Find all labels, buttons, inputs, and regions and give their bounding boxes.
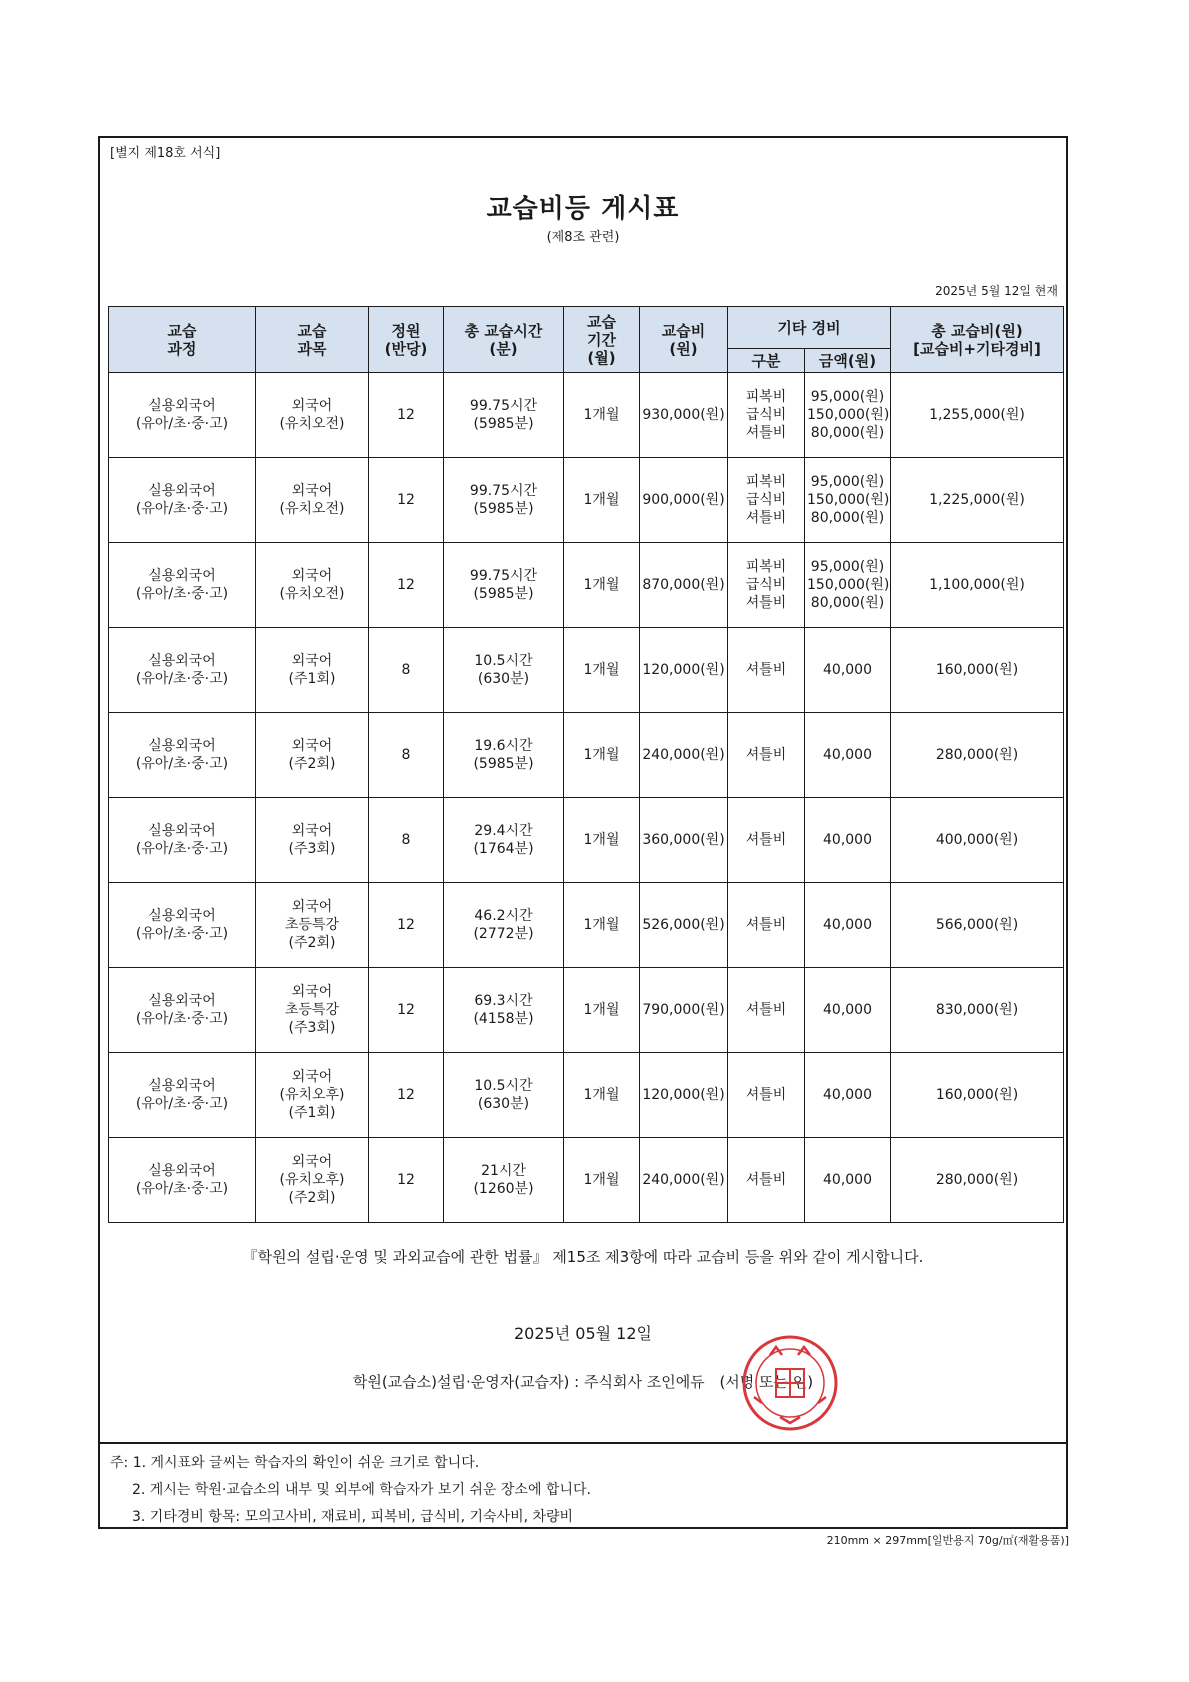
other-amount-cell: 40,000 — [805, 1053, 891, 1138]
course-cell: 실용외국어 (유아/초·중·고) — [109, 373, 256, 458]
other-amount-cell: 95,000(원) 150,000(원) 80,000(원) — [805, 458, 891, 543]
course-cell: 실용외국어 (유아/초·중·고) — [109, 1138, 256, 1223]
subject-cell: 외국어 (주3회) — [256, 798, 369, 883]
hours-cell: 99.75시간 (5985분) — [444, 373, 564, 458]
capacity-cell: 12 — [369, 1138, 444, 1223]
header-other-type: 구분 — [728, 349, 805, 373]
hours-cell: 29.4시간 (1764분) — [444, 798, 564, 883]
other-type-cell: 셔틀비 — [728, 883, 805, 968]
course-cell: 실용외국어 (유아/초·중·고) — [109, 713, 256, 798]
other-amount-cell: 95,000(원) 150,000(원) 80,000(원) — [805, 543, 891, 628]
tuition-cell: 120,000(원) — [640, 1053, 728, 1138]
total-fee-cell: 280,000(원) — [891, 713, 1064, 798]
header-tuition: 교습비 (원) — [640, 307, 728, 373]
note-3: 3. 기타경비 항목: 모의고사비, 재료비, 피복비, 급식비, 기숙사비, 차량비 — [132, 1509, 574, 1525]
subject-cell: 외국어 (유치오후) (주1회) — [256, 1053, 369, 1138]
course-cell: 실용외국어 (유아/초·중·고) — [109, 458, 256, 543]
course-cell: 실용외국어 (유아/초·중·고) — [109, 883, 256, 968]
total-fee-cell: 1,100,000(원) — [891, 543, 1064, 628]
capacity-cell: 12 — [369, 458, 444, 543]
table-row — [109, 628, 1064, 713]
as-of-date: 2025년 5월 12일 현재 — [935, 284, 1058, 298]
hours-cell: 99.75시간 (5985분) — [444, 458, 564, 543]
other-amount-cell: 40,000 — [805, 1138, 891, 1223]
capacity-cell: 8 — [369, 628, 444, 713]
table-row — [109, 713, 1064, 798]
period-cell: 1개월 — [564, 628, 640, 713]
other-type-cell: 셔틀비 — [728, 628, 805, 713]
document-subtitle: (제8조 관련) — [546, 230, 620, 245]
capacity-cell: 8 — [369, 713, 444, 798]
capacity-cell: 12 — [369, 883, 444, 968]
period-cell: 1개월 — [564, 883, 640, 968]
header-other-expenses: 기타 경비 — [728, 307, 891, 349]
total-fee-cell: 830,000(원) — [891, 968, 1064, 1053]
course-cell: 실용외국어 (유아/초·중·고) — [109, 543, 256, 628]
subject-cell: 외국어 (유치오전) — [256, 543, 369, 628]
subject-cell: 외국어 (유치오전) — [256, 373, 369, 458]
period-cell: 1개월 — [564, 373, 640, 458]
hours-cell: 10.5시간 (630분) — [444, 628, 564, 713]
total-fee-cell: 160,000(원) — [891, 628, 1064, 713]
fee-table — [108, 306, 1064, 1223]
table-row — [109, 373, 1064, 458]
posting-date: 2025년 05월 12일 — [514, 1324, 652, 1343]
capacity-cell: 12 — [369, 373, 444, 458]
total-fee-cell: 566,000(원) — [891, 883, 1064, 968]
hours-cell: 46.2시간 (2772분) — [444, 883, 564, 968]
period-cell: 1개월 — [564, 543, 640, 628]
total-fee-cell: 160,000(원) — [891, 1053, 1064, 1138]
subject-cell: 외국어 초등특강 (주3회) — [256, 968, 369, 1053]
paper-spec: 210mm × 297mm[일반용지 70g/㎡(재활용품)] — [826, 1534, 1069, 1547]
course-cell: 실용외국어 (유아/초·중·고) — [109, 798, 256, 883]
hours-cell: 21시간 (1260분) — [444, 1138, 564, 1223]
tuition-cell: 930,000(원) — [640, 373, 728, 458]
period-cell: 1개월 — [564, 458, 640, 543]
header-other-amount: 금액(원) — [805, 349, 891, 373]
tuition-cell: 360,000(원) — [640, 798, 728, 883]
table-row — [109, 1138, 1064, 1223]
header-capacity: 정원 (반당) — [369, 307, 444, 373]
subject-cell: 외국어 (유치오전) — [256, 458, 369, 543]
notes-section — [100, 1442, 1066, 1531]
hours-cell: 99.75시간 (5985분) — [444, 543, 564, 628]
capacity-cell: 12 — [369, 543, 444, 628]
header-course: 교습 과정 — [109, 307, 256, 373]
other-amount-cell: 40,000 — [805, 713, 891, 798]
course-cell: 실용외국어 (유아/초·중·고) — [109, 1053, 256, 1138]
total-fee-cell: 1,255,000(원) — [891, 373, 1064, 458]
table-row — [109, 968, 1064, 1053]
other-amount-cell: 40,000 — [805, 883, 891, 968]
header-total-hours: 총 교습시간 (분) — [444, 307, 564, 373]
other-amount-cell: 40,000 — [805, 968, 891, 1053]
table-row — [109, 1053, 1064, 1138]
table-row — [109, 543, 1064, 628]
course-cell: 실용외국어 (유아/초·중·고) — [109, 968, 256, 1053]
total-fee-cell: 400,000(원) — [891, 798, 1064, 883]
other-type-cell: 셔틀비 — [728, 1053, 805, 1138]
hours-cell: 10.5시간 (630분) — [444, 1053, 564, 1138]
signature-label: (서명 또는 인) — [719, 1373, 814, 1391]
other-amount-cell: 40,000 — [805, 628, 891, 713]
period-cell: 1개월 — [564, 713, 640, 798]
legal-statement: 『학원의 설립·운영 및 과외교습에 관한 법률』 제15조 제3항에 따라 교습비 등을 위와 같이 게시합니다. — [242, 1248, 924, 1266]
subject-cell: 외국어 초등특강 (주2회) — [256, 883, 369, 968]
operator-line — [100, 1371, 1066, 1392]
table-row — [109, 458, 1064, 543]
company-seal-icon — [740, 1333, 840, 1433]
hours-cell: 69.3시간 (4158분) — [444, 968, 564, 1053]
other-amount-cell: 40,000 — [805, 798, 891, 883]
document-frame — [98, 136, 1068, 1529]
period-cell: 1개월 — [564, 798, 640, 883]
header-period: 교습 기간 (월) — [564, 307, 640, 373]
tuition-cell: 900,000(원) — [640, 458, 728, 543]
other-type-cell: 셔틀비 — [728, 798, 805, 883]
other-type-cell: 피복비 급식비 셔틀비 — [728, 543, 805, 628]
note-1: 주: 1. 게시표와 글씨는 학습자의 확인이 쉬운 크기로 합니다. — [110, 1455, 480, 1471]
subject-cell: 외국어 (유치오후) (주2회) — [256, 1138, 369, 1223]
document-title: 교습비등 게시표 — [486, 194, 680, 224]
form-number: [별지 제18호 서식] — [110, 146, 221, 161]
period-cell: 1개월 — [564, 1138, 640, 1223]
table-row — [109, 798, 1064, 883]
note-2: 2. 게시는 학원·교습소의 내부 및 외부에 학습자가 보기 쉬운 장소에 합니다. — [132, 1482, 591, 1498]
other-type-cell: 셔틀비 — [728, 713, 805, 798]
period-cell: 1개월 — [564, 1053, 640, 1138]
course-cell: 실용외국어 (유아/초·중·고) — [109, 628, 256, 713]
header-total-fee: 총 교습비(원) [교습비+기타경비] — [891, 307, 1064, 373]
table-row — [109, 883, 1064, 968]
header-subject: 교습 과목 — [256, 307, 369, 373]
other-type-cell: 피복비 급식비 셔틀비 — [728, 458, 805, 543]
other-type-cell: 피복비 급식비 셔틀비 — [728, 373, 805, 458]
capacity-cell: 8 — [369, 798, 444, 883]
tuition-cell: 526,000(원) — [640, 883, 728, 968]
subject-cell: 외국어 (주1회) — [256, 628, 369, 713]
tuition-cell: 120,000(원) — [640, 628, 728, 713]
hours-cell: 19.6시간 (5985분) — [444, 713, 564, 798]
capacity-cell: 12 — [369, 1053, 444, 1138]
total-fee-cell: 1,225,000(원) — [891, 458, 1064, 543]
capacity-cell: 12 — [369, 968, 444, 1053]
tuition-cell: 790,000(원) — [640, 968, 728, 1053]
other-type-cell: 셔틀비 — [728, 968, 805, 1053]
tuition-cell: 240,000(원) — [640, 713, 728, 798]
subject-cell: 외국어 (주2회) — [256, 713, 369, 798]
other-amount-cell: 95,000(원) 150,000(원) 80,000(원) — [805, 373, 891, 458]
tuition-cell: 870,000(원) — [640, 543, 728, 628]
operator-name: 학원(교습소)설립·운영자(교습자) : 주식회사 조인에듀 — [352, 1373, 705, 1391]
tuition-cell: 240,000(원) — [640, 1138, 728, 1223]
total-fee-cell: 280,000(원) — [891, 1138, 1064, 1223]
period-cell: 1개월 — [564, 968, 640, 1053]
other-type-cell: 셔틀비 — [728, 1138, 805, 1223]
